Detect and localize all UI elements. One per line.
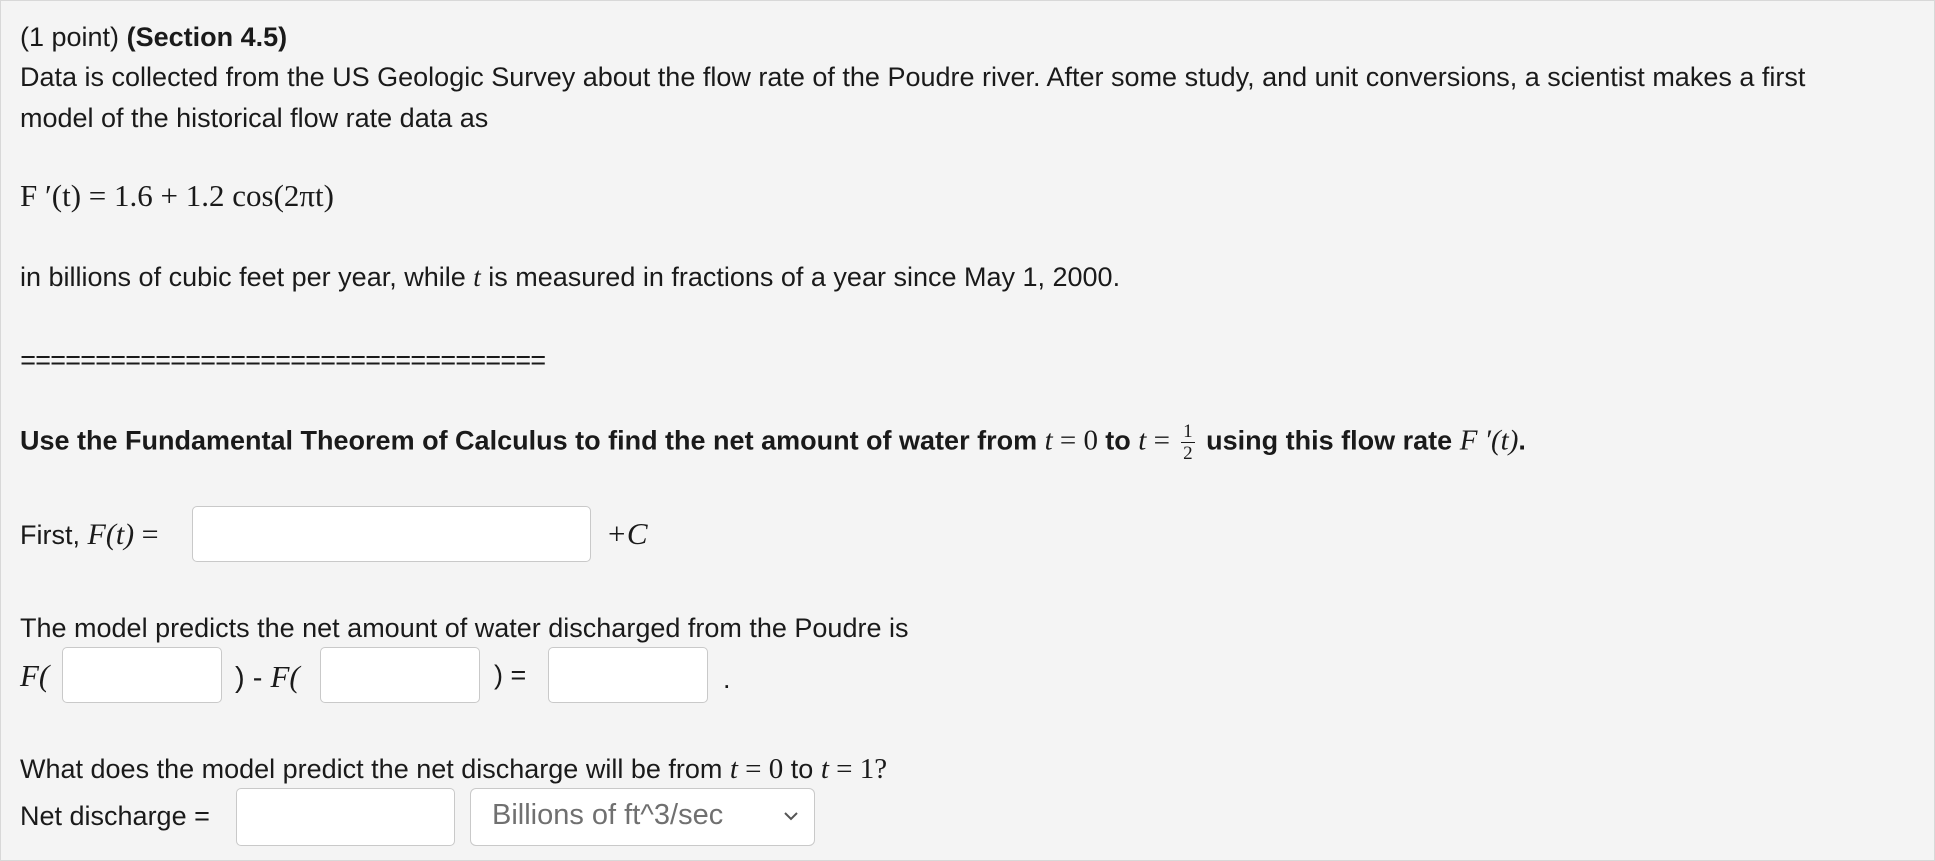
chevron-down-icon bbox=[782, 807, 800, 825]
unit-select[interactable] bbox=[470, 788, 815, 846]
antiderivative-input[interactable] bbox=[192, 506, 591, 562]
period: . bbox=[723, 664, 731, 694]
separator: =================================== bbox=[20, 348, 546, 378]
unit-select-value: Billions of ft^3/sec bbox=[492, 799, 724, 831]
units-description: in billions of cubic feet per year, while t is measured in fractions of a year since May 1, 2000. bbox=[20, 262, 1121, 292]
question-2: What does the model predict the net discharge will be from t = 0 to t = 1? bbox=[20, 753, 888, 785]
flow-rate-formula: F ′(t) = 1.6 + 1.2 cos(2πt) bbox=[20, 178, 334, 213]
net-amount-input[interactable] bbox=[548, 647, 708, 703]
var-t: t bbox=[473, 262, 481, 292]
close-equals-label: ) = bbox=[494, 660, 527, 690]
plus-c-label: +C bbox=[606, 516, 648, 551]
first-row-label: First, F(t) = bbox=[20, 518, 159, 551]
section-label: (Section 4.5) bbox=[126, 22, 288, 52]
problem-header bbox=[20, 21, 287, 53]
fraction-one-half: $\frac{1}{2}$ bbox=[1183, 421, 1193, 464]
net-discharge-label: Net discharge = bbox=[20, 801, 210, 831]
predict-text: The model predicts the net amount of water discharged from the Poudre is bbox=[20, 613, 909, 643]
lower-bound-input[interactable] bbox=[62, 647, 222, 703]
intro-line-2: model of the historical flow rate data as bbox=[20, 103, 489, 133]
question-prompt: Use the Fundamental Theorem of Calculus to find the net amount of water from t = 0 to t = $\frac{1}{2}$ using this flow rate F ′(t). bbox=[20, 421, 1526, 464]
intro-line-1: Data is collected from the US Geologic Survey about the flow rate of the Poudre river. After some study, and unit conversions, a scientist makes a first bbox=[20, 62, 1806, 92]
net-discharge-input[interactable] bbox=[236, 788, 455, 846]
upper-bound-input[interactable] bbox=[320, 647, 480, 703]
f-open-1: F( bbox=[20, 658, 50, 693]
points-label: (1 point) bbox=[20, 22, 120, 52]
minus-f-label: ) - F( bbox=[235, 659, 300, 694]
